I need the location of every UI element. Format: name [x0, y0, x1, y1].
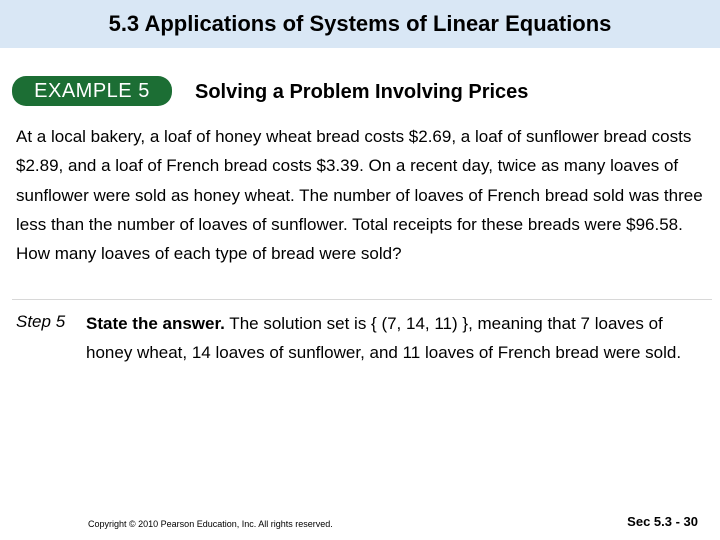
step-lead: State the answer.	[86, 314, 225, 333]
step-text: The solution set is { (7, 14, 11) }, meaning that 7 loaves of honey wheat, 14 loaves of sunflower, and 11 loaves of French bread were sold.	[86, 314, 682, 363]
example-badge	[12, 76, 172, 106]
slide-number: Sec 5.3 - 30	[627, 514, 698, 529]
problem-statement: At a local bakery, a loaf of honey wheat bread costs $2.69, a loaf of sunflower bread costs $2.89, and a loaf of French bread costs $3.39. On a recent day, twice as many loaves of sunflower were sold as honey wheat. The number of loaves of French bread sold was three less than the number of loaves of sunflower. Total receipts for these breads were $96.58. How many loaves of each type of bread were sold?	[16, 127, 703, 264]
step-body	[86, 309, 706, 368]
copyright-notice: Copyright © 2010 Pearson Education, Inc. All rights reserved.	[88, 519, 333, 529]
example-title: Solving a Problem Involving Prices	[195, 81, 529, 103]
example-badge-label: EXAMPLE 5	[34, 80, 150, 102]
step-label: Step 5	[16, 312, 66, 331]
section-divider	[12, 299, 712, 300]
slide-title: 5.3 Applications of Systems of Linear Equations	[108, 11, 612, 36]
